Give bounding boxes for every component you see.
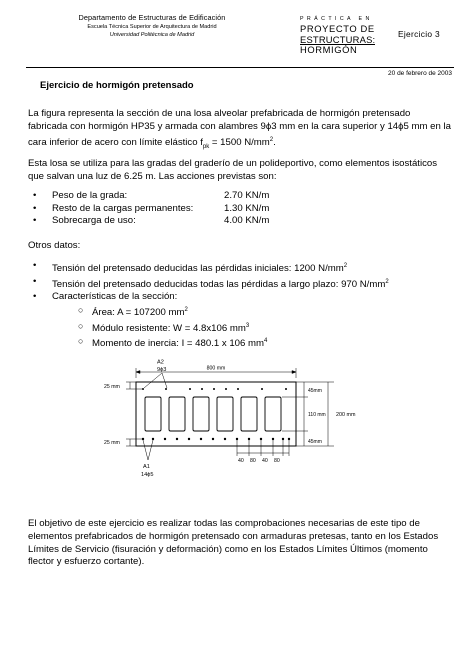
course-line-3: ESTRUCTURAS: — [300, 34, 376, 45]
cover-top-label: 25 mm — [104, 384, 120, 390]
web-height-label: 110 mm — [308, 412, 326, 418]
a1-label: A1 — [143, 464, 150, 470]
list-item: • Características de la sección: ○ Área: A = 107200 $mm^2$ ○ Módulo resistente: W = 4.8x106 $mm^3$ ○ Momento de inercia: I = 480.1 x 106 $mm^4$ — [28, 291, 389, 351]
course-title — [300, 14, 380, 55]
conclusion-paragraph: El objetivo de este ejercicio es realizar todas las comprobaciones necesarias de este tipo de elementos prefabricados de hormigón pretensado con armaduras pretesas, tanto en los Estados Límites de Servicio (fisuración y deformación) como en los Estados Límites Últimos (momento flector y esfuerzo cortante). — [28, 518, 439, 568]
spacing-label-4: 80 — [274, 458, 280, 464]
intro-paragraph: La figura representa la sección de una losa alveolar prefabricada de hormigón pretensado fabricada con hormigón HP35 y armada con alambres 9ϕ3 mm en la cara superior y 14ϕ5 mm en la cara inferior de acero con límite elástico $f_{pk} = 1500$ $N/mm^2$. — [28, 108, 451, 150]
usage-paragraph: Esta losa se utiliza para las gradas del graderío de un polideportivo, como elementos isostáticos que salvan una luz de 6.25 m. Las acciones previstas son: — [28, 158, 438, 182]
other-data-list — [28, 260, 389, 351]
department-name: Departamento de Estructuras de Edificación — [78, 13, 226, 22]
document-date: 20 de febrero de 2003 — [388, 70, 452, 77]
a2-label: A2 — [157, 359, 164, 366]
document-title: Ejercicio de hormigón pretensado — [40, 80, 194, 91]
cover-bottom-label: 25 mm — [104, 440, 120, 446]
list-item: ○ Momento de inercia: I = 480.1 x 106 $mm^4$ — [78, 336, 268, 350]
course-line-1: PRÁCTICA EN — [300, 16, 373, 22]
section-properties-list — [52, 304, 389, 351]
header-institution — [52, 14, 252, 40]
flange-top-label: 45mm — [308, 388, 322, 394]
slab-section-figure — [96, 359, 386, 480]
list-item: ○ Área: A = 107200 $mm^2$ — [78, 304, 188, 319]
spacing-label-2: 80 — [250, 458, 256, 464]
width-label: 800 mm — [206, 365, 226, 372]
list-item: • Resto de la cargas permanentes: 1.30 KN/m — [33, 202, 270, 214]
flange-bottom-label: 45mm — [308, 439, 322, 445]
list-item: • Peso de la grada: 2.70 KN/m — [33, 190, 270, 201]
spacing-label-3: 40 — [262, 458, 268, 464]
list-item: • Tensión del pretensado deducidas todas las pérdidas a largo plazo: 970 $N/mm^2$ — [33, 275, 389, 290]
exercise-number: Ejercicio 3 — [398, 29, 440, 39]
total-height-label: 200 mm — [336, 412, 356, 418]
course-line-4: HORMIGÓN — [300, 44, 358, 55]
header-divider — [26, 67, 454, 68]
list-item: ○ Módulo resistente: W = 4.8x106 $mm^3$ — [78, 320, 250, 334]
list-item: • Tensión del pretensado deducidas las pérdidas iniciales: 1200 $N/mm^2$ — [33, 260, 348, 275]
loads-list — [28, 190, 269, 228]
list-item: • Sobrecarga de uso: 4.00 KN/m — [33, 215, 270, 226]
a1-bars-label: 14ϕ5 — [141, 472, 154, 478]
course-line-2: PROYECTO DE — [300, 23, 375, 34]
university-name: Universidad Politécnica de Madrid — [109, 32, 195, 38]
spacing-label-1: 40 — [238, 458, 244, 464]
a2-bars-label: 9ϕ3 — [157, 367, 167, 373]
other-data-heading: Otros datos: — [28, 240, 81, 251]
school-name: Escuela Técnica Superior de Arquitectura de Madrid — [87, 23, 217, 30]
